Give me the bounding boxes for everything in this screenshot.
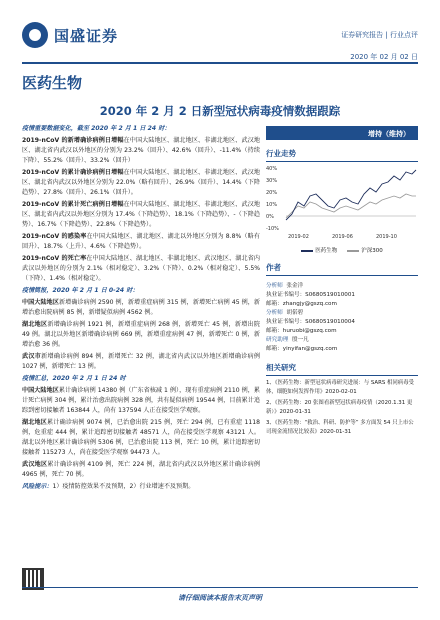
report-header [0, 0, 440, 62]
header-divider [22, 62, 418, 64]
paragraph: 中国大陆地区新增确诊病例 2590 例，新增重症病例 315 例，新增死亡病例 45 例，新增治愈出院病例 85 例，新增疑似病例 4562 例。 [22, 299, 261, 316]
related-item[interactable]: 2、《医药生物：20 张图看新型冠状病毒疫情（2020.1.31 更新）》2020-01-31 [266, 400, 413, 415]
ytick-label: -10% [266, 226, 279, 232]
industry-name: 医药生物 [22, 74, 83, 92]
authors-title: 作者 [266, 262, 418, 276]
paragraph: 湖北地区新增确诊病例 1921 例，新增重症病例 268 例，新增死亡 45 例，新增出院 49 例。湖北以外地区新增确诊病例 669 例，新增重症病例 47 例，新增死亡 0 例，新增治愈 36 例。 [22, 321, 261, 348]
paragraph: 中国大陆地区累计确诊病例 14380 例（广东省核减 1 例），现有重症病例 2110 例，累计死亡病例 304 例，累计治愈出院病例 328 例，共有疑似病例 19544 例，目前累计追踪到密切接触者 163844 人，尚有 137594 人正在接受医学观察。 [22, 387, 261, 414]
performance-chart [266, 162, 418, 240]
risk-note: 风险提示：1）疫情防控效果不及预期，2）行业增速不及预期。 [22, 483, 195, 490]
paragraph: 2019-nCoV 的感染率在中国大陆地区、湖北地区、湖北以外地区分别为 8.8%（略有回升）、18.7%（上升）、4.6%（下降趋势）。 [22, 233, 260, 250]
report-type: 证券研究报告 | 行业点评 [341, 31, 418, 39]
brand-name: 国盛证券 [54, 26, 119, 45]
ytick-label: 10% [266, 202, 278, 208]
paragraph: 2019-nCoV 的累计确诊病例日增幅在中国大陆地区、湖北地区、非湖北地区、武汉地区、湖北省内武汉以外地区分别为 22.0%（略有回升）、26.9%（回升）、14.4%（下降趋势）、27.8%（回升）、26.1%（回升）。 [22, 169, 261, 196]
paragraph: 2019-nCoV 的新增确诊病例日增幅在中国大陆地区、湖北地区、非湖北地区、武汉地区、湖北省内武汉以外地区的分别为 23.2%（回升）、42.6%（回升）、-11.4%（持续下降）、55.2%（回升）、33.2%（回升） [22, 137, 261, 164]
paragraph: 武汉地区累计确诊病例 4109 例，死亡 224 例，湖北省内武汉以外地区累计确诊病例 4965 例，死亡 70 例。 [22, 461, 261, 478]
xtick-label: 2019-06 [332, 234, 353, 240]
related-item[interactable]: 3、《医药生物：“救治、科研、防护等” 多方面发 54 只上市公司现金流情况比较表》2020-01-31 [266, 420, 414, 435]
related-research [266, 379, 418, 437]
analyst-block: 分析师 张金洋 执业证书编号：S0680519010001 邮箱：zhangjy@gszq.com 分析师 胡偌碧 执业证书编号：S0680519010004 邮箱：huruobi@gszq.com 研究助理 殷一凡 邮箱：yinyifan@gszq.com [266, 283, 355, 352]
xtick-label: 2019-02 [288, 234, 309, 240]
report-date: 2020 年 02 月 02 日 [350, 53, 418, 61]
report-title: 2020 年 2 月 2 日新型冠状病毒疫情数据跟踪 [99, 104, 341, 118]
paragraph: 2019-nCoV 的累计死亡病例日增幅在中国大陆地区、湖北地区、非湖北地区、武汉地区、湖北省内武汉以外地区分别为 17.4%（下降趋势）、18.1%（下降趋势）、-（下降趋势）、16.7%（下降趋势）、22.8%（下降趋势）。 [22, 201, 261, 228]
ytick-label: 20% [266, 190, 278, 196]
series-line-hs300 [286, 194, 416, 218]
section-heading: 疫情重要数据变化，截至 2020 年 2 月 1 日 24 时： [22, 125, 171, 132]
section-heading: 疫情简报，2020 年 2 月 1 日 0-24 时： [22, 287, 139, 294]
paragraph: 武汉市新增确诊病例 894 例，新增死亡 32 例，湖北省内武汉以外地区新增确诊病例 1027 例，新增死亡 13 例。 [22, 353, 261, 370]
ytick-label: 40% [266, 166, 278, 172]
logo-icon [22, 22, 48, 48]
ytick-label: 30% [266, 178, 278, 184]
legend-item: 医药生物 [301, 246, 337, 254]
related-item[interactable]: 1、《医药生物：新型冠状病毒研究进展：与 SARS 相同病毒受体，细胞如何发挥作用》2020-02-01 [266, 380, 414, 395]
footer-disclaimer: 请仔细阅读本报告末页声明 [178, 594, 262, 602]
brand-logo [22, 22, 118, 48]
section-heading: 疫情汇总，2020 年 2 月 1 日 24 时 [22, 375, 126, 382]
ytick-label: 0% [266, 214, 274, 220]
related-title: 相关研究 [266, 362, 418, 376]
legend-item: 沪深300 [347, 246, 383, 254]
sidebar [266, 126, 418, 439]
rating-badge: 增持（维持） [266, 126, 418, 140]
performance-title: 行业走势 [266, 148, 418, 162]
xtick-label: 2019-10 [376, 234, 397, 240]
footer-divider [22, 587, 418, 588]
chart-legend [266, 246, 418, 254]
main-text [22, 124, 260, 494]
paragraph: 湖北地区累计确诊病例 9074 例，已治愈出院 215 例，死亡 294 例，已有重症 1118 例，危重症 444 例，累计追踪密切接触者 48571 人，尚在接受医学观察 43121 人。湖北以外地区累计确诊病例 5306 例，已治愈出院 113 例，死亡 10 例，累计追踪密切接触者 115273 人，尚在接受医学观察 94473 人。 [22, 419, 261, 456]
series-line-pharma [286, 170, 416, 220]
paragraph: 2019-nCoV 的死亡率在中国大陆地区、湖北地区、非湖北地区、武汉地区、湖北省内武汉以外地区的分别为 2.1%（相对稳定）、3.2%（下降）、0.2%（相对稳定）、5.5%（下降）、1.4%（相对稳定）。 [22, 255, 261, 282]
